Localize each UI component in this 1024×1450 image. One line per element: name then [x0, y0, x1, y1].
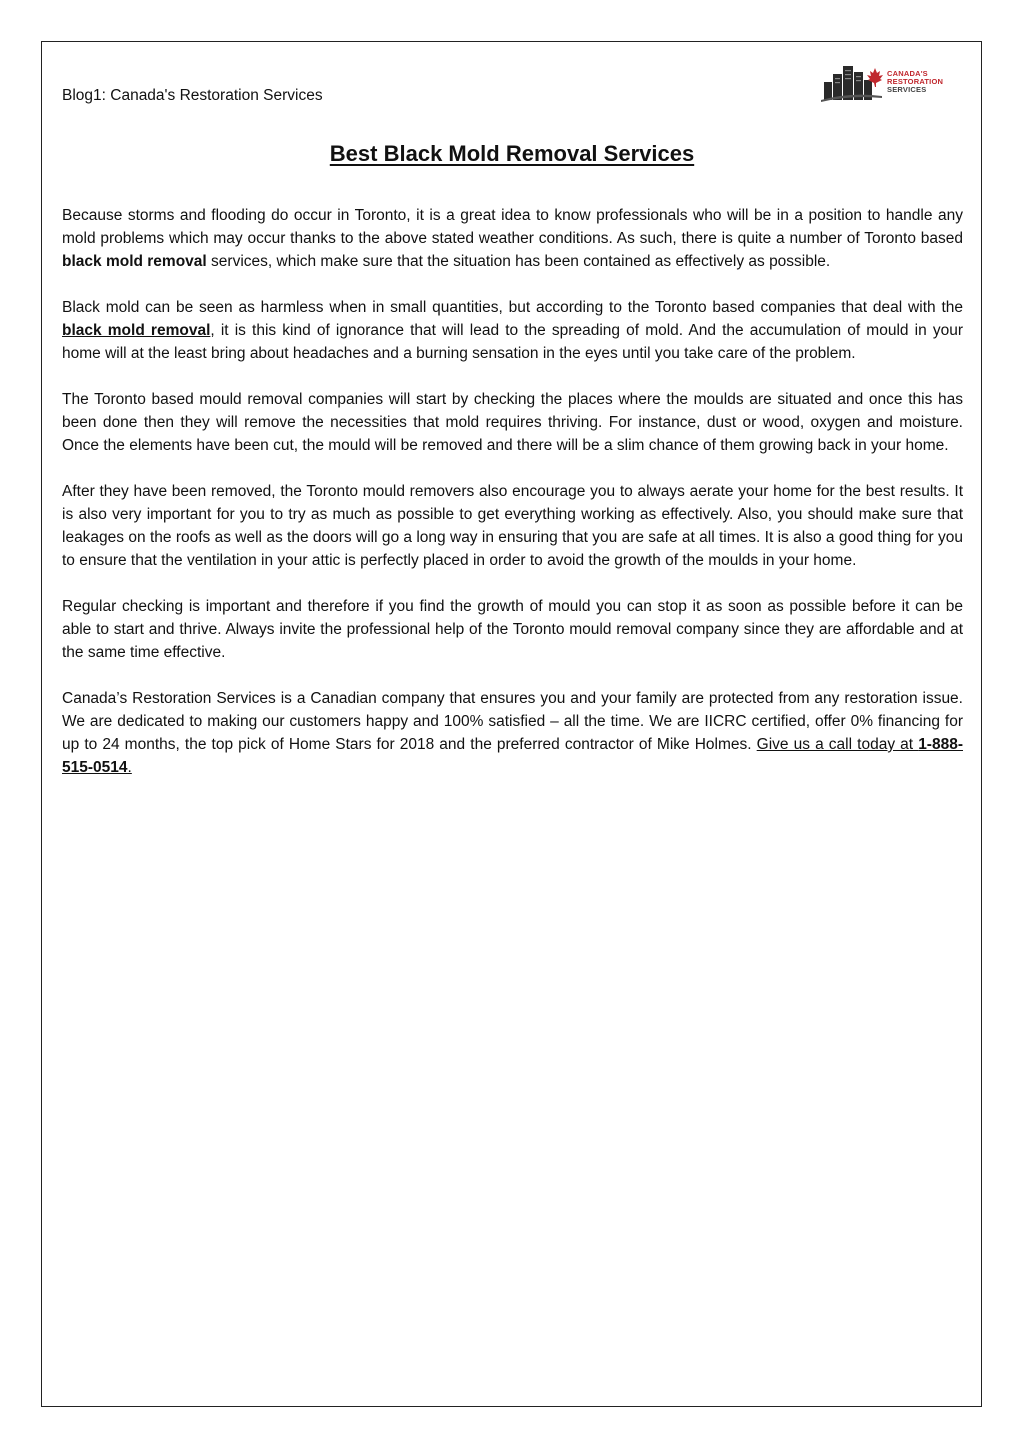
- logo-text: [887, 70, 943, 95]
- paragraph-6: [62, 687, 963, 779]
- logo-line-1: CANADA'S: [887, 69, 928, 78]
- black-mold-removal-link[interactable]: black mold removal: [62, 322, 211, 339]
- cta-text: Give us a call today at: [756, 736, 919, 753]
- p2-text-a: Black mold can be seen as harmless when in small quantities, but according to the Toronto based companies that deal with the: [62, 299, 963, 316]
- logo-buildings-icon: [820, 62, 886, 104]
- logo-line-3: SERVICES: [887, 85, 927, 95]
- paragraph-3: The Toronto based mould removal companies will start by checking the places where the moulds are situated and once this has been done then they will remove the necessities that mold requires thriving. For instance, dust or wood, oxygen and moisture. Once the elements have been cut, the mould will be removed and there will be a slim chance of them growing back in your home.: [62, 391, 963, 454]
- p6-text-a: Canada’s Restoration Services is a Canadian company that ensures you and your family are protected from any restoration issue. We are dedicated to making our customers happy and 100% satisfied – all the time. We are IICRC certified, offer 0% financing for up to 24 months, the top pick of Home Stars for 2018 and the preferred contractor of Mike Holmes.: [62, 690, 963, 753]
- paragraph-1: [62, 204, 963, 273]
- phone-number: 1-888-515-0514: [62, 736, 963, 776]
- company-logo: [820, 62, 950, 104]
- page-title: Best Black Mold Removal Services: [329, 141, 695, 166]
- p1-bold-keyword: black mold removal: [62, 253, 207, 270]
- p2-text-b: , it is this kind of ignorance that will lead to the spreading of mold. And the accumulation of mould in your home will at the least bring about headaches and a burning sensation in the eyes until you take care of the problem.: [62, 322, 963, 362]
- paragraph-5: Regular checking is important and therefore if you find the growth of mould you can stop it as soon as possible before it can be able to start and thrive. Always invite the professional help of the Toronto mould removal company since they are affordable and at the same time effective.: [62, 598, 963, 661]
- p1-text-a: Because storms and flooding do occur in Toronto, it is a great idea to know professionals who will be in a position to handle any mold problems which may occur thanks to the above stated weather conditions. As such, there is quite a number of Toronto based: [62, 207, 963, 247]
- paragraph-4: After they have been removed, the Toronto mould removers also encourage you to always aerate your home for the best results. It is also very important for you to try as much as possible to get everything working as effectively. Also, you should make sure that leakages on the roofs as well as the doors will go a long way in ensuring that you are safe at all times. It is also a good thing for you to ensure that the ventilation in your attic is perfectly placed in order to avoid the growth of the moulds in your home.: [62, 483, 963, 569]
- paragraph-2: [62, 296, 963, 365]
- cta-end: .: [127, 759, 132, 776]
- header-label: Blog1: Canada's Restoration Services: [62, 87, 323, 104]
- logo-line-2: RESTORATION: [887, 77, 944, 87]
- p1-text-b: services, which make sure that the situation has been contained as effectively as possible.: [206, 253, 831, 270]
- article-body: [62, 204, 963, 802]
